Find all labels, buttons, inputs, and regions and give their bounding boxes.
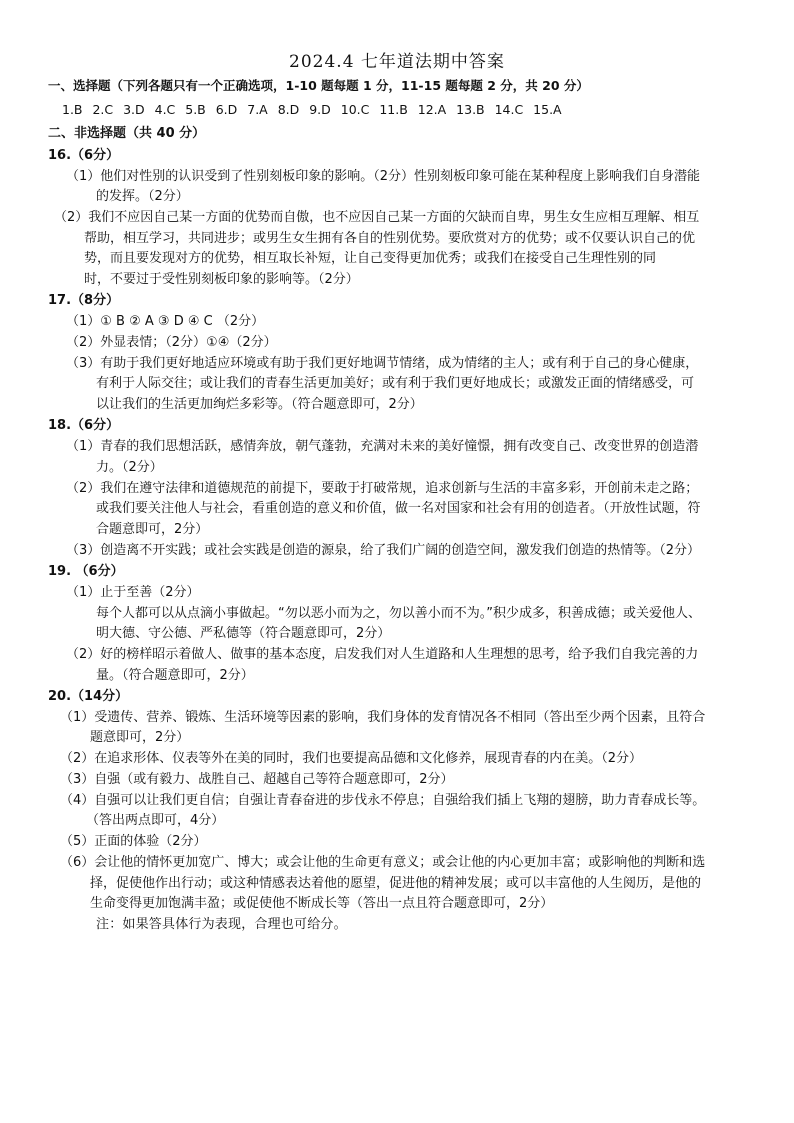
answer-line: （1）青春的我们思想活跃，感情奔放，朝气蓬勃，充满对未来的美好憧憬，拥有改变自己、改变世界的创造潜 (66, 439, 699, 454)
answer-line: （2）外显表情；（2分）①④（2分） (66, 335, 277, 350)
answer-line: （答出两点即可，4分） (86, 813, 225, 828)
answer-line: 以让我们的生活更加绚烂多彩等。（符合题意即可，2分） (96, 397, 423, 412)
answer-line: 每个人都可以从点滴小事做起。“勿以恶小而为之，勿以善小而不为。”积少成多，积善成德；或关爱他人、 (96, 606, 701, 621)
question-20-heading: 20.（14分） (48, 689, 129, 704)
answer-line: （1）① B ② A ③ D ④ C （2分） (66, 314, 265, 329)
answer-line: 择，促使他作出行动；或这种情感表达着他的愿望，促进他的精神发展；或可以丰富他的人生阅历，是他的 (90, 876, 702, 891)
question-16-heading: 16.（6分） (48, 148, 120, 163)
answer-line: 或我们要关注他人与社会，看重创造的意义和价值，做一名对国家和社会有用的创造者。（开放性试题，符 (96, 501, 701, 516)
answer-line: （1）止于至善（2分） (66, 585, 200, 600)
answer-line: 势，而且要发现对方的优势，相互取长补短，让自己变得更加优秀；或我们在接受自己生理性别的同 (84, 251, 657, 266)
question-19-heading: 19. （6分） (48, 564, 124, 579)
answer-line: （6）会让他的情怀更加宽广、博大；或会让他的生命更有意义；或会让他的内心更加丰富；或影响他的判断和选 (60, 855, 706, 870)
answer-line: 有利于人际交往；或让我们的青春生活更加美好；或有利于我们更好地成长；或激发正面的情绪感受，可 (96, 376, 695, 391)
section-heading-choice: 一、选择题（下列各题只有一个正确选项，1-10 题每题 1 分，11-15 题每题 2 分，共 20 分） (48, 78, 589, 93)
answer-line: （4）自强可以让我们更自信；自强让青春奋进的步伐永不停息；自强给我们插上飞翔的翅膀，助力青春成长等。 (60, 793, 706, 808)
answer-line: （3）创造离不开实践；或社会实践是创造的源泉，给了我们广阔的创造空间，激发我们创造的热情等。（2分） (66, 543, 701, 558)
answer-line: 生命变得更加饱满丰盈；或促使他不断成长等（答出一点且符合题意即可，2分） (90, 896, 554, 911)
answer-line: 合题意即可，2分） (96, 522, 209, 537)
section-heading-non-choice: 二、非选择题（共 40 分） (48, 126, 206, 141)
answer-line: 力。（2分） (96, 460, 163, 475)
answer-line: 帮助，相互学习，共同进步；或男生女生拥有各自的性别优势。要欣赏对方的优势；或不仅要认识自己的优 (84, 231, 696, 246)
answer-line: （5）正面的体验（2分） (60, 834, 207, 849)
answer-line: （2）在追求形体、仪表等外在美的同时，我们也要提高品德和文化修养，展现青春的内在美。（2分） (60, 751, 643, 766)
answer-line: （1）他们对性别的认识受到了性别刻板印象的影响。（2分）性别刻板印象可能在某种程度上影响我们自身潜能 (66, 169, 701, 184)
answer-line: （2）我们在遵守法律和道德规范的前提下，要敢于打破常规，追求创新与生活的丰富多彩，开创前未走之路； (66, 481, 699, 496)
answer-line: （1）受遗传、营养、锻炼、生活环境等因素的影响，我们身体的发育情况各不相同（答出至少两个因素，且符合 (60, 710, 706, 725)
answer-line: 的发挥。（2分） (96, 189, 189, 204)
answer-line: 题意即可，2分） (90, 730, 190, 745)
answer-line: （3）自强（或有毅力、战胜自己、超越自己等符合题意即可，2分） (60, 772, 454, 787)
question-18-heading: 18.（6分） (48, 418, 120, 433)
answer-line: （2）我们不应因自己某一方面的优势而自傲，也不应因自己某一方面的欠缺而自卑，男生女生应相互理解、相互 (54, 210, 700, 225)
answer-line: （2）好的榜样昭示着做人、做事的基本态度，启发我们对人生道路和人生理想的思考，给予我们自我完善的力 (66, 647, 699, 662)
question-17-heading: 17.（8分） (48, 293, 120, 308)
page-title: 2024.4 七年道法期中答案 (289, 52, 505, 72)
answer-line: （3）有助于我们更好地适应环境或有助于我们更好地调节情绪，成为情绪的主人；或有利于自己的身心健康， (66, 356, 699, 371)
grading-note: 注：如果答具体行为表现，合理也可给分。 (96, 917, 347, 932)
choice-answers: 1.B 2.C 3.D 4.C 5.B 6.D 7.A 8.D 9.D 10.C 11.B 12.A 13.B 14.C 15.A (62, 102, 562, 117)
answer-line: 量。（符合题意即可，2分） (96, 668, 254, 683)
answer-line: 时，不要过于受性别刻板印象的影响等。（2分） (84, 272, 359, 287)
answer-line: 明大德、守公德、严私德等（符合题意即可，2分） (96, 626, 391, 641)
